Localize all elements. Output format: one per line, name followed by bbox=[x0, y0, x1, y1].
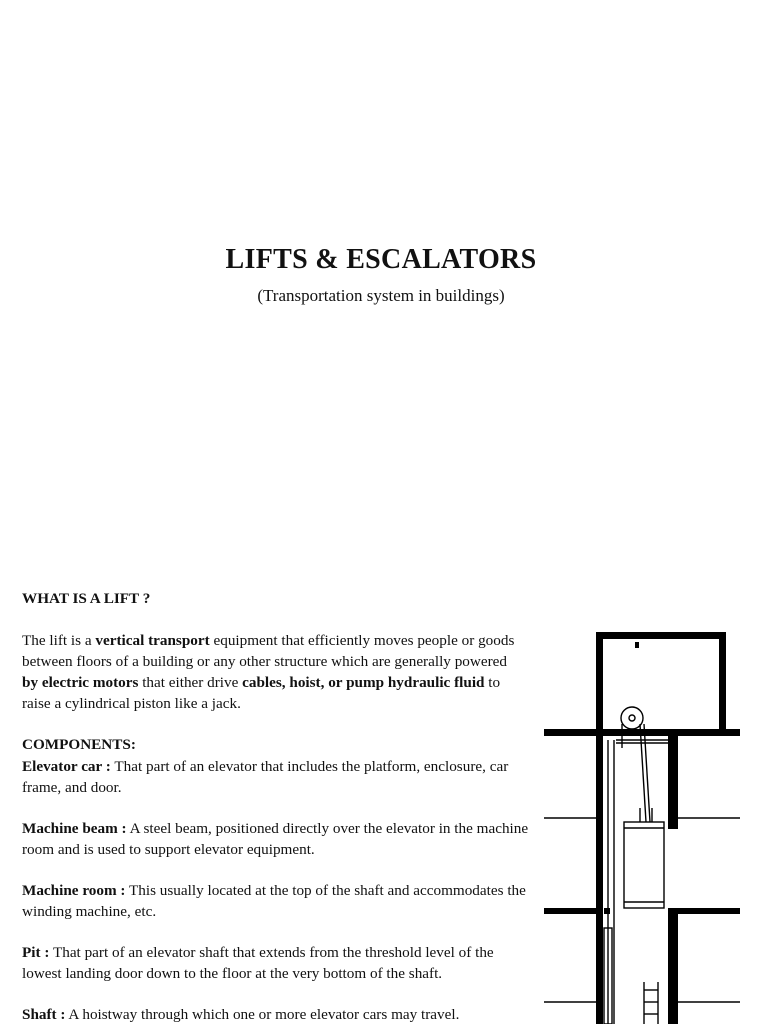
component-machine-room bbox=[22, 880, 532, 922]
component-term: Elevator car : bbox=[22, 758, 111, 775]
component-term: Shaft : bbox=[22, 1006, 66, 1023]
component-description: That part of an elevator that includes the platform, enclosure, car frame, and door. bbox=[22, 758, 509, 796]
machine-room-right-wall bbox=[719, 632, 726, 736]
landing-edge bbox=[604, 908, 610, 914]
lift-shaft-diagram bbox=[540, 628, 744, 1024]
intro-text-2: equipment that efficiently moves people or goods between floors of a building or any other structure which are generally powered bbox=[22, 632, 515, 670]
elevator-car bbox=[624, 822, 664, 908]
intro-text-1: The lift is a bbox=[22, 632, 96, 649]
component-shaft bbox=[22, 1004, 532, 1025]
component-pit bbox=[22, 942, 532, 984]
document-title: LIFTS & ESCALATORS bbox=[225, 244, 537, 275]
component-elevator-car bbox=[22, 756, 532, 798]
component-machine-beam bbox=[22, 818, 532, 860]
sheave-hub bbox=[629, 715, 635, 721]
components-heading: COMPONENTS: bbox=[22, 736, 136, 753]
intro-bold-3: cables, hoist, or pump hydraulic fluid bbox=[242, 674, 485, 691]
section-heading: WHAT IS A LIFT ? bbox=[22, 590, 151, 607]
shaft-left-wall bbox=[596, 729, 603, 1024]
component-term: Machine beam : bbox=[22, 820, 127, 837]
component-term: Machine room : bbox=[22, 882, 126, 899]
shaft-right-wall-upper bbox=[668, 729, 678, 829]
document-subtitle: (Transportation system in buildings) bbox=[257, 286, 505, 305]
intro-paragraph bbox=[22, 630, 520, 714]
hook bbox=[635, 642, 639, 648]
floor-slab-right bbox=[668, 908, 740, 914]
intro-bold-2: by electric motors bbox=[22, 674, 139, 691]
component-description: A hoistway through which one or more elevator cars may travel. bbox=[65, 1006, 460, 1023]
component-term: Pit : bbox=[22, 944, 50, 961]
machine-room-roof bbox=[596, 632, 726, 639]
intro-text-4: to raise a cylindrical piston like a jack. bbox=[22, 674, 501, 712]
component-description: That part of an elevator shaft that extends from the threshold level of the lowest landing door down to the floor at the very bottom of the shaft. bbox=[22, 944, 494, 982]
machine-room-left-wall bbox=[596, 632, 603, 736]
intro-text-3: that either drive bbox=[138, 674, 243, 691]
intro-bold-1: vertical transport bbox=[95, 632, 210, 649]
component-description: This usually located at the top of the shaft and accommodates the winding machine, etc. bbox=[22, 882, 526, 920]
floor-slab-left bbox=[544, 908, 596, 914]
machine-room-floor bbox=[544, 729, 740, 736]
component-description: A steel beam, positioned directly over the elevator in the machine room and is used to support elevator equipment. bbox=[22, 820, 529, 858]
shaft-right-wall-lower bbox=[668, 914, 678, 1024]
